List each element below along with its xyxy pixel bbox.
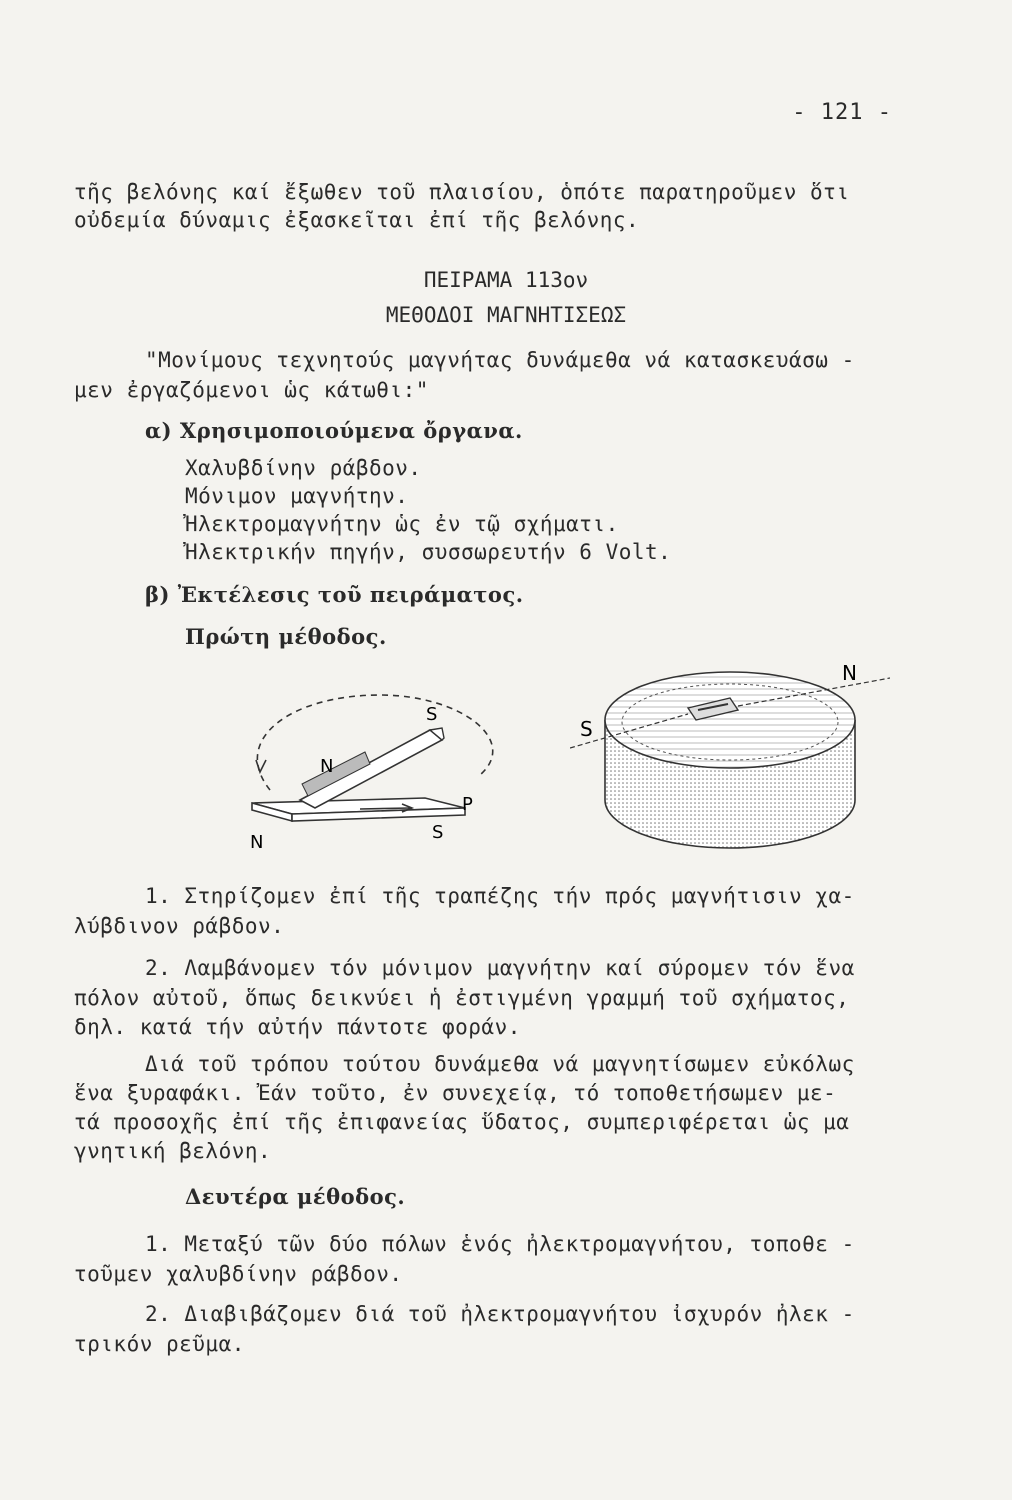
step-2-line-1: 2. Λαμβάνομεν τόν μόνιμον μαγνήτην καί σύρομεν τόν ἕνα xyxy=(145,956,855,980)
equipment-item: Μόνιμον μαγνήτην. xyxy=(185,484,409,508)
method-2-step-2-line-1: 2. Διαβιβάζομεν διά τοῦ ἠλεκτρομαγνήτου ἰσχυρόν ἠλεκ - xyxy=(145,1302,855,1326)
method-2-step-1-line-1: 1. Μεταξύ τῶν δύο πόλων ἑνός ἠλεκτρομαγνήτου, τοποθε - xyxy=(145,1232,855,1256)
paragraph-line-3: τά προσοχῆς ἐπί τῆς ἐπιφανείας ὕδατος, συμπεριφέρεται ὡς μα xyxy=(74,1110,850,1134)
method-1-heading: Πρώτη μέθοδος. xyxy=(185,624,387,649)
step-2-line-3: δηλ. κατά τήν αὐτήν πάντοτε φοράν. xyxy=(74,1015,521,1039)
step-1-line-2: λύβδινον ράβδον. xyxy=(74,914,285,938)
method-2-step-2-line-2: τρικόν ρεῦμα. xyxy=(74,1332,245,1356)
equipment-item: Ἠλεκτρικήν πηγήν, συσσωρευτήν 6 Volt. xyxy=(185,540,672,564)
step-1-line-1: 1. Στηρίζομεν ἐπί τῆς τραπέζης τήν πρός μαγνήτισιν χα- xyxy=(145,884,855,908)
label-s-rod: S xyxy=(432,822,444,843)
method-2-heading: Δευτέρα μέθοδος. xyxy=(185,1184,406,1209)
magnetization-stroke-figure xyxy=(230,680,510,860)
equipment-item: Χαλυβδίνην ράβδον. xyxy=(185,456,422,480)
floating-blade-figure xyxy=(570,650,890,860)
paragraph-line-2: ἕνα ξυραφάκι. Ἐάν τοῦτο, ἐν συνεχείᾳ, τό τοποθετήσωμεν με- xyxy=(74,1081,837,1105)
experiment-subtitle: ΜΕΘΟΔΟΙ ΜΑΓΝΗΤΙΣΕΩΣ xyxy=(385,303,627,327)
paragraph-line-4: γνητική βελόνη. xyxy=(74,1139,272,1163)
step-2-line-2: πόλον αὐτοῦ, ὅπως δεικνύει ἡ ἐστιγμένη γραμμή τοῦ σχήματος, xyxy=(74,986,850,1010)
label-n-rod: N xyxy=(250,832,264,853)
intro-line-2: οὐδεμία δύναμις ἐξασκεῖται ἐπί τῆς βελόνης. xyxy=(74,208,640,232)
label-p: P xyxy=(462,794,473,815)
method-2-step-1-line-2: τοῦμεν χαλυβδίνην ράβδον. xyxy=(74,1262,403,1286)
equipment-item: Ἠλεκτρομαγνήτην ὡς ἐν τῷ σχήματι. xyxy=(185,512,619,536)
quote-line-1: "Μονίμους τεχνητούς μαγνήτας δυνάμεθα νά κατασκευάσω - xyxy=(145,348,855,372)
paragraph-line-1: Διά τοῦ τρόπου τούτου δυνάμεθα νά μαγνητίσωμεν εὐκόλως xyxy=(145,1052,855,1076)
label-s-top: S xyxy=(426,704,438,725)
section-a-heading: α) Χρησιμοποιούμενα ὄργανα. xyxy=(145,418,523,443)
label-n-blade: N xyxy=(842,661,857,685)
page-number: - 121 - xyxy=(792,100,892,125)
experiment-title: ΠΕΙΡΑΜΑ 113ον xyxy=(423,268,589,292)
quote-line-2: μεν ἐργαζόμενοι ὡς κάτωθι:" xyxy=(74,378,429,402)
label-n-magnet: N xyxy=(320,756,334,777)
section-b-heading: β) Ἐκτέλεσις τοῦ πειράματος. xyxy=(145,582,524,607)
label-s-blade: S xyxy=(580,717,593,741)
intro-line-1: τῆς βελόνης καί ἔξωθεν τοῦ πλαισίου, ὁπότε παρατηροῦμεν ὅτι xyxy=(74,180,850,204)
